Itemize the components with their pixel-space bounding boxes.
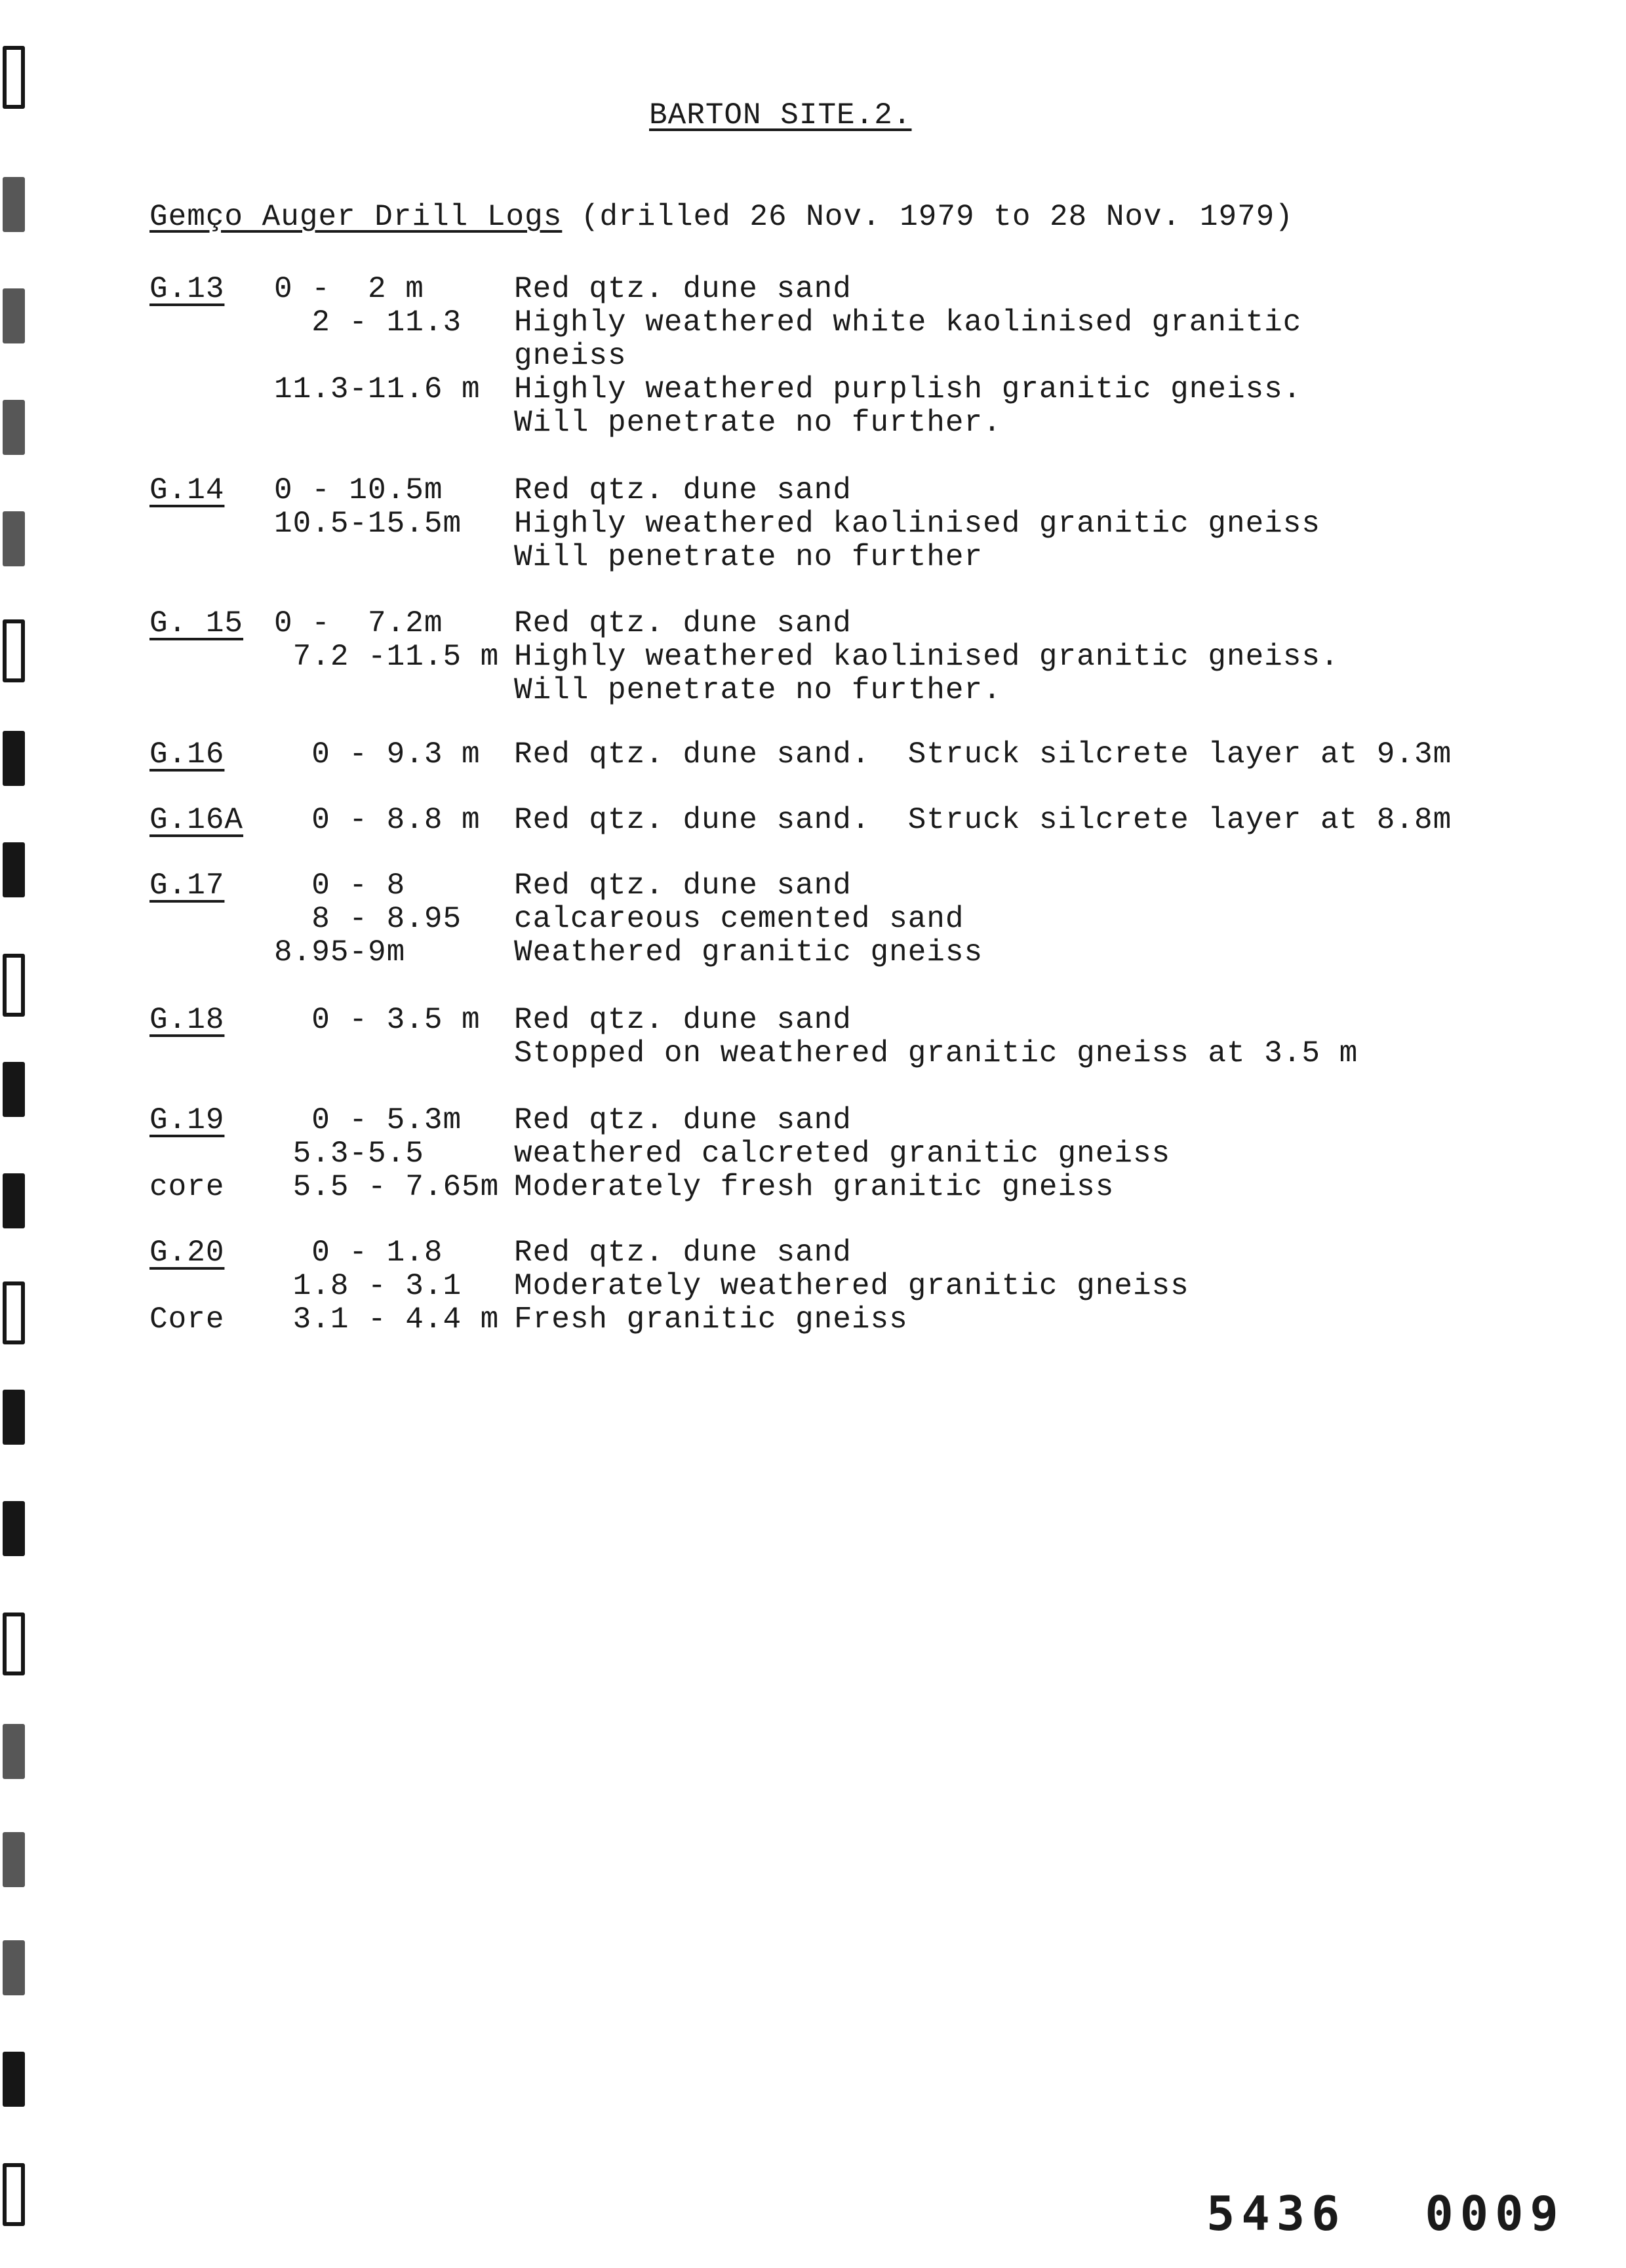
lithology-description: calcareous cemented sand: [514, 902, 964, 936]
depth-range: 0 - 8: [274, 869, 406, 903]
binder-mark: [3, 2052, 25, 2107]
depth-range: 1.8 - 3.1: [274, 1269, 462, 1303]
hole-label: G.13: [149, 272, 225, 306]
hole-label: G.14: [149, 473, 225, 507]
lithology-description: Will penetrate no further: [514, 540, 983, 574]
lithology-description: Highly weathered kaolinised granitic gneiss.: [514, 640, 1339, 674]
page-number: [1206, 2186, 1565, 2241]
binder-mark: [3, 1724, 25, 1779]
binder-mark: [3, 1390, 25, 1445]
binder-mark: [3, 511, 25, 566]
binder-mark: [3, 619, 25, 682]
binder-mark: [3, 731, 25, 786]
lithology-description: Red qtz. dune sand. Struck silcrete layer at 9.3m: [514, 737, 1452, 772]
lithology-description: Highly weathered kaolinised granitic gneiss: [514, 507, 1320, 541]
depth-range: 8.95-9m: [274, 935, 406, 969]
hole-label: G. 15: [149, 606, 244, 640]
hole-label: G.16: [149, 737, 225, 772]
binder-mark: [3, 1832, 25, 1887]
binder-mark: [3, 1940, 25, 1995]
lithology-description: Stopped on weathered granitic gneiss at 3.5 m: [514, 1036, 1358, 1070]
binder-mark: [3, 177, 25, 232]
hole-label: G.17: [149, 869, 225, 903]
depth-range: 0 - 10.5m: [274, 473, 443, 507]
depth-range: 0 - 3.5 m: [274, 1003, 481, 1037]
hole-label: G.19: [149, 1103, 225, 1137]
lithology-description: Moderately weathered granitic gneiss: [514, 1269, 1189, 1303]
lithology-description: Weathered granitic gneiss: [514, 935, 983, 969]
depth-range: 8 - 8.95: [274, 902, 462, 936]
lithology-description: Red qtz. dune sand: [514, 869, 852, 903]
depth-range: 7.2 -11.5 m: [274, 640, 500, 674]
binder-mark: [3, 1501, 25, 1556]
lithology-description: Will penetrate no further.: [514, 406, 1002, 440]
lithology-description: Highly weathered white kaolinised granitic: [514, 305, 1302, 340]
depth-range: 0 - 5.3m: [274, 1103, 462, 1137]
lithology-description: Fresh granitic gneiss: [514, 1302, 908, 1337]
binder-mark: [3, 1613, 25, 1675]
hole-label: core: [149, 1170, 225, 1204]
lithology-description: Highly weathered purplish granitic gneiss.: [514, 372, 1302, 406]
binder-mark: [3, 1062, 25, 1117]
heading-underlined: Gemço Auger Drill Logs: [149, 200, 563, 234]
depth-range: 0 - 8.8 m: [274, 803, 481, 837]
depth-range: 10.5-15.5m: [274, 507, 462, 541]
hole-label: G.18: [149, 1003, 225, 1037]
page-number-left: 5436: [1206, 2186, 1347, 2241]
depth-range: 11.3-11.6 m: [274, 372, 481, 406]
lithology-description: Red qtz. dune sand: [514, 1103, 852, 1137]
binder-mark: [3, 46, 25, 109]
depth-range: 3.1 - 4.4 m: [274, 1302, 500, 1337]
depth-range: 2 - 11.3: [274, 305, 462, 340]
binder-mark: [3, 954, 25, 1017]
depth-range: 0 - 9.3 m: [274, 737, 481, 772]
lithology-description: Will penetrate no further.: [514, 673, 1002, 707]
hole-label: G.16A: [149, 803, 244, 837]
page-number-right: 0009: [1425, 2186, 1565, 2241]
lithology-description: Red qtz. dune sand: [514, 1236, 852, 1270]
document-title: BARTON SITE.2.: [649, 98, 912, 132]
binder-mark: [3, 400, 25, 455]
depth-range: 0 - 1.8: [274, 1236, 443, 1270]
depth-range: 5.5 - 7.65m: [274, 1170, 500, 1204]
lithology-description: Moderately fresh granitic gneiss: [514, 1170, 1115, 1204]
hole-label: G.20: [149, 1236, 225, 1270]
binder-mark: [3, 288, 25, 343]
lithology-description: weathered calcreted granitic gneiss: [514, 1137, 1171, 1171]
lithology-description: Red qtz. dune sand: [514, 1003, 852, 1037]
depth-range: 0 - 2 m: [274, 272, 424, 306]
binder-mark: [3, 1281, 25, 1344]
lithology-description: Red qtz. dune sand: [514, 473, 852, 507]
depth-range: 0 - 7.2m: [274, 606, 443, 640]
depth-range: 5.3-5.5: [274, 1137, 424, 1171]
lithology-description: Red qtz. dune sand: [514, 606, 852, 640]
hole-label: Core: [149, 1302, 225, 1337]
heading-dates: (drilled 26 Nov. 1979 to 28 Nov. 1979): [562, 200, 1294, 234]
lithology-description: Red qtz. dune sand. Struck silcrete layer at 8.8m: [514, 803, 1452, 837]
binder-mark: [3, 1173, 25, 1228]
lithology-description: Red qtz. dune sand: [514, 272, 852, 306]
section-heading: [149, 200, 1294, 234]
binder-mark: [3, 842, 25, 897]
binder-mark: [3, 2163, 25, 2226]
lithology-description: gneiss: [514, 339, 627, 373]
